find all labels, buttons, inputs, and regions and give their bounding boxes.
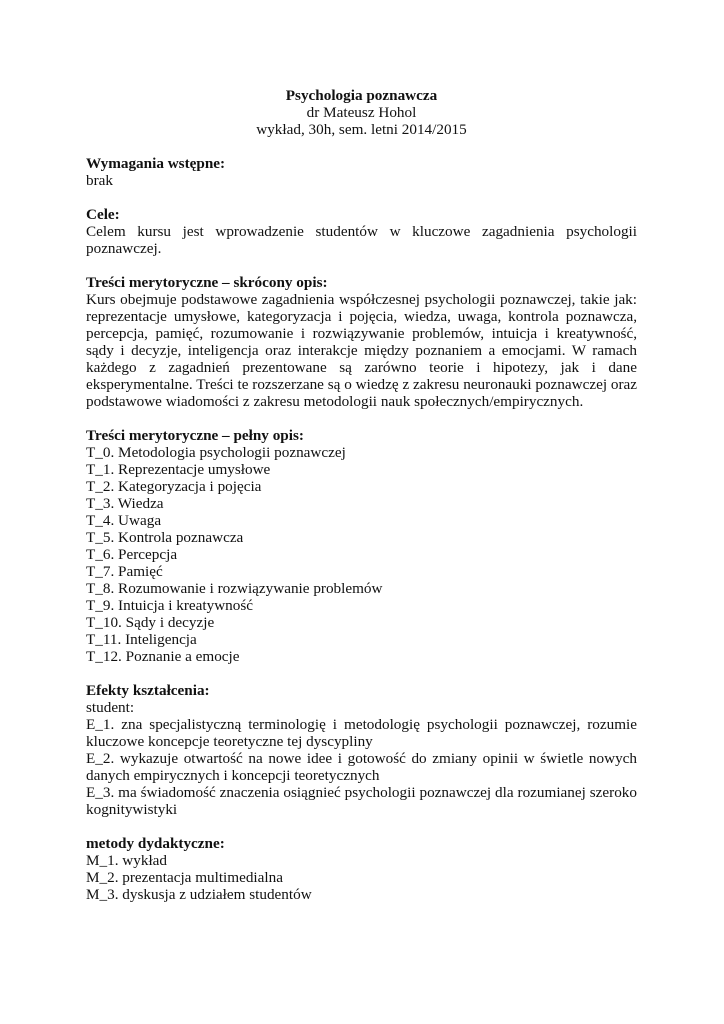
method-item: M_2. prezentacja multimedialna xyxy=(86,869,283,886)
goals-heading: Cele: xyxy=(86,206,120,223)
outcomes-heading: Efekty kształcenia: xyxy=(86,682,210,699)
topic-item: T_6. Percepcja xyxy=(86,546,178,563)
topic-item: T_11. Inteligencja xyxy=(86,631,197,648)
course-author: dr Mateusz Hohol xyxy=(306,104,417,121)
goals-section xyxy=(86,206,637,257)
methods-heading: metody dydaktyczne: xyxy=(86,835,225,852)
outcome-item: E_1. zna specjalistyczną terminologię i metodologię psychologii poznawczej, rozumie kluczowe koncepcje teoretyczne tej dyscypliny xyxy=(86,716,637,750)
method-item: M_3. dyskusja z udziałem studentów xyxy=(86,886,312,903)
method-item: M_1. wykład xyxy=(86,852,167,869)
topic-item: T_9. Intuicja i kreatywność xyxy=(86,597,254,614)
document-page xyxy=(86,87,637,920)
topic-item: T_7. Pamięć xyxy=(86,563,163,580)
requirements-text: brak xyxy=(86,172,113,189)
outcome-item: E_2. wykazuje otwartość na nowe idee i gotowość do zmiany opinii w świetle nowych danych empirycznych i koncepcji teoretycznych xyxy=(86,750,637,784)
topic-item: T_5. Kontrola poznawcza xyxy=(86,529,244,546)
topic-item: T_12. Poznanie a emocje xyxy=(86,648,240,665)
topic-item: T_8. Rozumowanie i rozwiązywanie problemów xyxy=(86,580,383,597)
topic-item: T_0. Metodologia psychologii poznawczej xyxy=(86,444,346,461)
methods-section xyxy=(86,835,637,903)
short-description-section xyxy=(86,274,637,410)
topic-item: T_3. Wiedza xyxy=(86,495,164,512)
full-description-heading: Treści merytoryczne – pełny opis: xyxy=(86,427,304,444)
outcomes-intro: student: xyxy=(86,699,135,716)
topic-item: T_10. Sądy i decyzje xyxy=(86,614,215,631)
document-header xyxy=(86,87,637,138)
requirements-heading: Wymagania wstępne: xyxy=(86,155,226,172)
outcome-item: E_3. ma świadomość znaczenia osiągnieć psychologii poznawczej dla rozumianej szeroko kognitywistyki xyxy=(86,784,637,818)
short-description-text: Kurs obejmuje podstawowe zagadnienia współczesnej psychologii poznawczej, takie jak: reprezentacje umysłowe, kategoryzacja i pojęcia, wiedza, uwaga, kontrola poznawcza, percepcja, pamięć, rozumowanie i rozwiązywanie problemów, intuicja i kreatywność, sądy i decyzje, inteligencja oraz interakcje między poznaniem a emocjami. W ramach każdego z zagadnień prezentowane są zarówno teorie i hipotezy, jak i dane eksperymentalne. Treści te rozszerzane są o wiedzę z zakresu neuronauki poznawczej oraz podstawowe wiadomości z zakresu metodologii nauk społecznych/empirycznych. xyxy=(86,291,637,410)
course-info: wykład, 30h, sem. letni 2014/2015 xyxy=(256,121,467,138)
goals-text: Celem kursu jest wprowadzenie studentów w kluczowe zagadnienia psychologii poznawczej. xyxy=(86,223,637,257)
full-description-section xyxy=(86,427,637,665)
course-title: Psychologia poznawcza xyxy=(285,87,438,104)
topic-item: T_1. Reprezentacje umysłowe xyxy=(86,461,271,478)
outcomes-section xyxy=(86,682,637,818)
topic-item: T_2. Kategoryzacja i pojęcia xyxy=(86,478,262,495)
requirements-section xyxy=(86,155,637,189)
short-description-heading: Treści merytoryczne – skrócony opis: xyxy=(86,274,328,291)
topic-item: T_4. Uwaga xyxy=(86,512,162,529)
